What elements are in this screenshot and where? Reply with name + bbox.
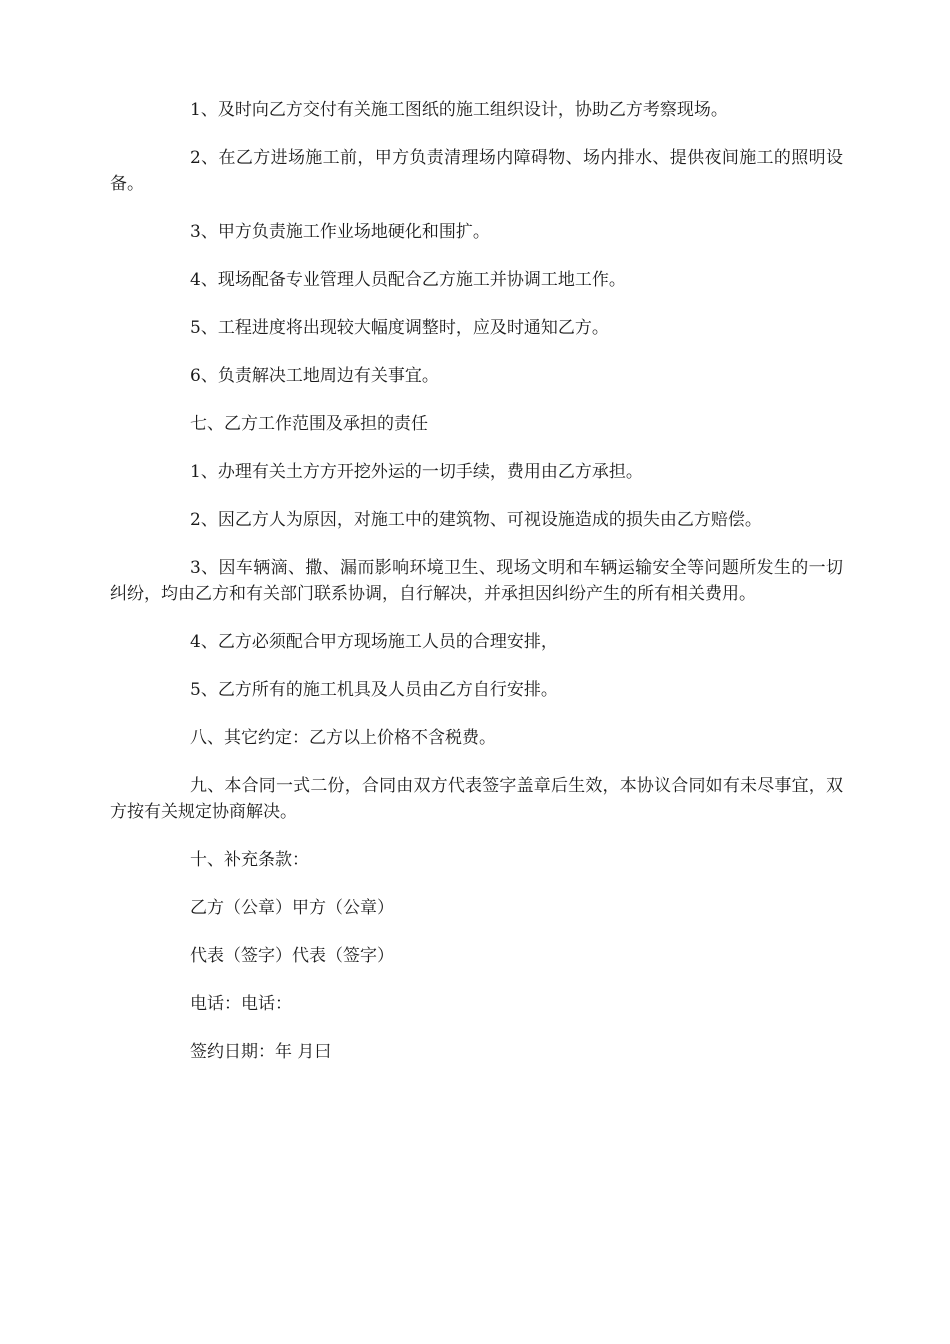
signature-phone-line: 电话：电话： [190, 994, 292, 1014]
signature-seal-line: 乙方（公章）甲方（公章） [190, 898, 394, 918]
clause-a-item-3: 3、甲方负责施工作业场地硬化和围扩。 [190, 222, 490, 242]
signature-date-line: 签约日期：年 月曰 [190, 1042, 332, 1062]
clause-b-item-2: 2、因乙方人为原因，对施工中的建筑物、可视设施造成的损失由乙方赔偿。 [190, 510, 762, 530]
clause-a-item-2: 2、在乙方进场施工前，甲方负责清理场内障碍物、场内排水、提供夜间施工的照明设备。 [110, 148, 843, 194]
clause-b-item-1: 1、办理有关土方方开挖外运的一切手续，费用由乙方承担。 [190, 462, 643, 482]
section-heading-10: 十、补充条款： [190, 850, 309, 870]
clause-b-item-5: 5、乙方所有的施工机具及人员由乙方自行安排。 [190, 680, 558, 700]
clause-a-item-1: 1、及时向乙方交付有关施工图纸的施工组织设计，协助乙方考察现场。 [190, 100, 728, 120]
signature-representative-line: 代表（签字）代表（签字） [190, 946, 394, 966]
clause-b-item-4: 4、乙方必须配合甲方现场施工人员的合理安排， [190, 632, 558, 652]
clause-a-item-6: 6、负责解决工地周边有关事宜。 [190, 366, 439, 386]
section-heading-7: 七、乙方工作范围及承担的责任 [190, 414, 428, 434]
clause-a-item-5: 5、工程进度将出现较大幅度调整时，应及时通知乙方。 [190, 318, 609, 338]
section-heading-9: 九、本合同一式二份，合同由双方代表签字盖章后生效，本协议合同如有未尽事宜，双方按有关规定协商解决。 [110, 776, 843, 822]
clause-b-item-3: 3、因车辆滴、撒、漏而影响环境卫生、现场文明和车辆运输安全等问题所发生的一切纠纷，均由乙方和有关部门联系协调，自行解决，并承担因纠纷产生的所有相关费用。 [110, 558, 843, 604]
document-body [110, 97, 843, 1087]
clause-a-item-4: 4、现场配备专业管理人员配合乙方施工并协调工地工作。 [190, 270, 626, 290]
section-heading-8: 八、其它约定：乙方以上价格不含税费。 [190, 728, 496, 748]
